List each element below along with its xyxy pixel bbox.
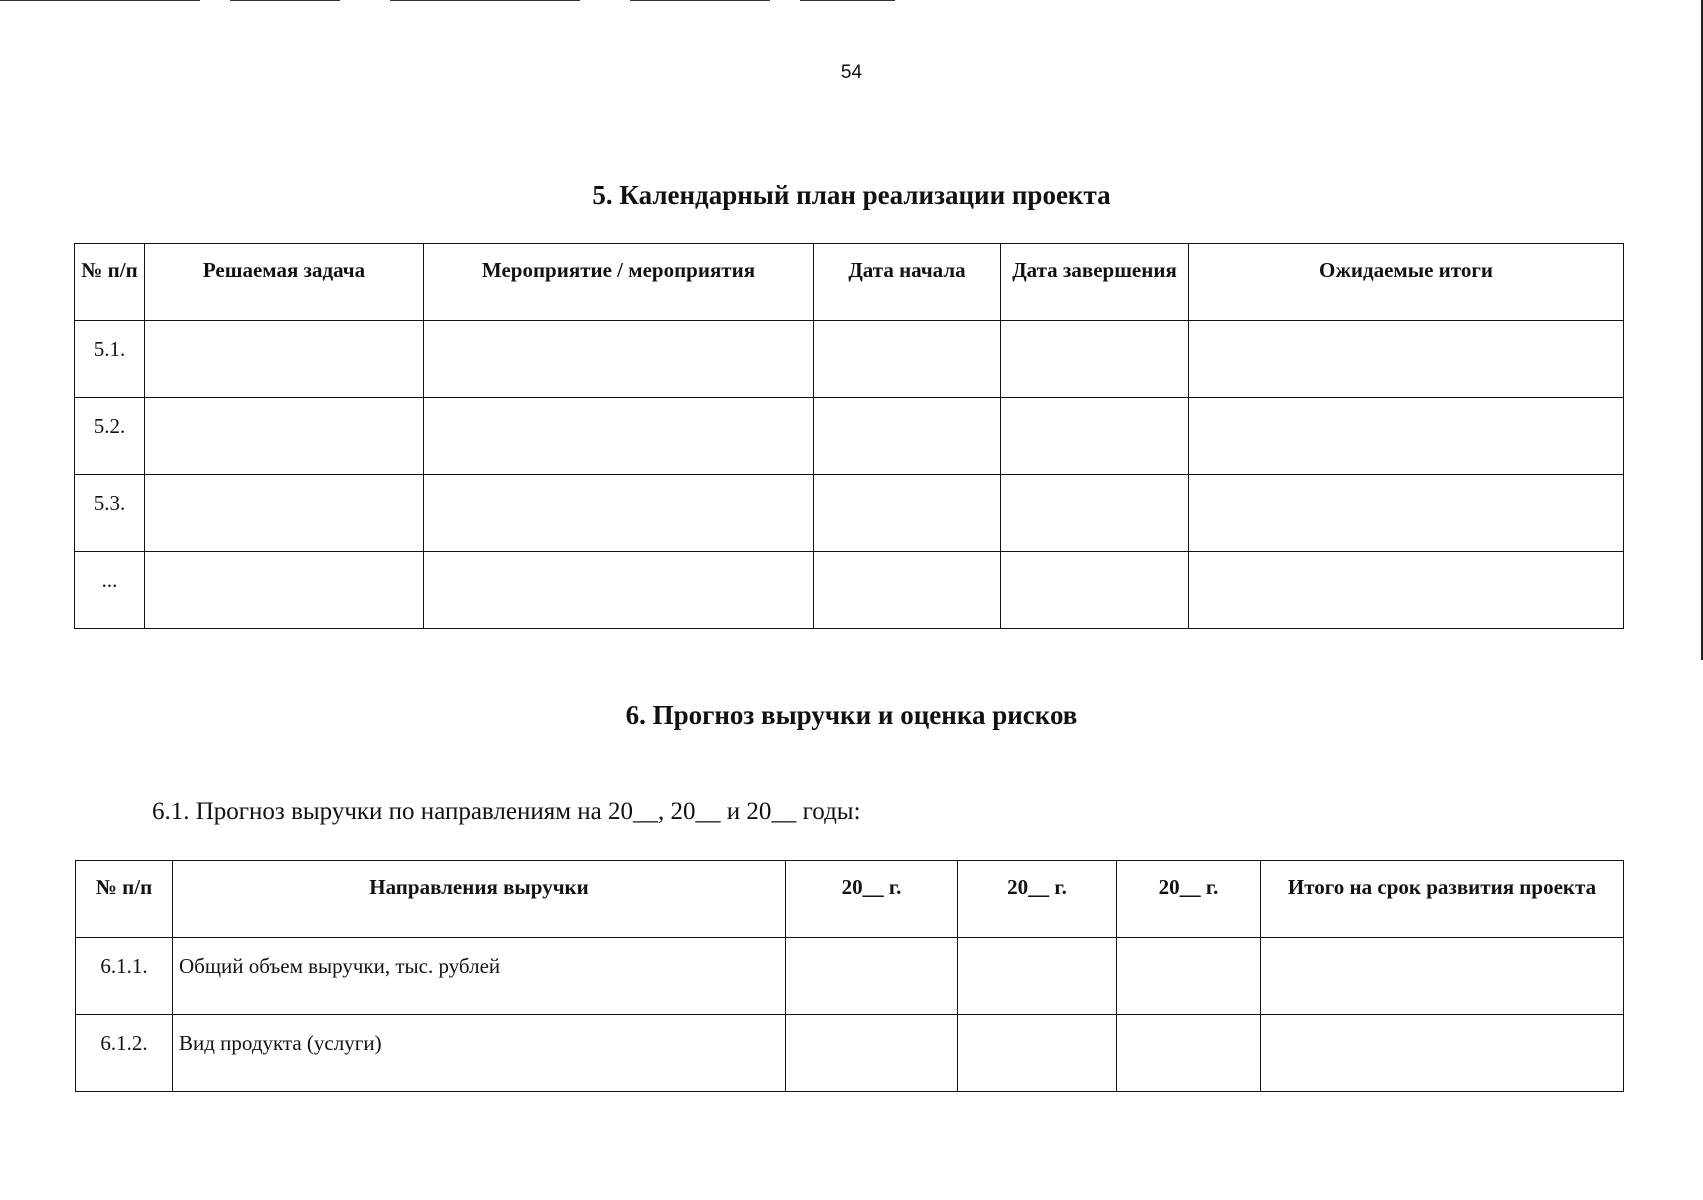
cell-year-1[interactable] (786, 938, 958, 1015)
row-number: 5.2. (75, 398, 145, 475)
cell-year-2[interactable] (958, 1015, 1117, 1092)
cell-expected-results[interactable] (1189, 552, 1624, 629)
row-number: 5.3. (75, 475, 145, 552)
cell-task[interactable] (145, 398, 424, 475)
revenue-forecast-table (75, 860, 1624, 1092)
header-revenue-direction: Направления выручки (173, 861, 786, 938)
header-end-date: Дата завершения (1001, 244, 1189, 321)
cell-expected-results[interactable] (1189, 398, 1624, 475)
cell-activity[interactable] (424, 475, 814, 552)
table-row (75, 552, 1624, 629)
cell-end-date[interactable] (1001, 475, 1189, 552)
scan-artifact (800, 0, 895, 1)
cell-end-date[interactable] (1001, 398, 1189, 475)
cell-end-date[interactable] (1001, 552, 1189, 629)
header-task: Решаемая задача (145, 244, 424, 321)
section-6-title: 6. Прогноз выручки и оценка рисков (625, 700, 1078, 730)
cell-task[interactable] (145, 321, 424, 398)
cell-activity[interactable] (424, 398, 814, 475)
header-year-1: 20__ г. (786, 861, 958, 938)
table-header-row (75, 244, 1624, 321)
scan-artifact (0, 0, 200, 1)
table-row (75, 321, 1624, 398)
table-row (75, 398, 1624, 475)
calendar-plan-table (74, 243, 1624, 629)
cell-activity[interactable] (424, 321, 814, 398)
table-header-row (76, 861, 1624, 938)
scan-artifact (390, 0, 580, 1)
table-row (76, 1015, 1624, 1092)
header-year-3: 20__ г. (1117, 861, 1261, 938)
cell-end-date[interactable] (1001, 321, 1189, 398)
scan-artifact (230, 0, 340, 1)
row-number: 6.1.1. (76, 938, 173, 1015)
cell-start-date[interactable] (814, 552, 1001, 629)
cell-expected-results[interactable] (1189, 321, 1624, 398)
cell-year-1[interactable] (786, 1015, 958, 1092)
header-number: № п/п (75, 244, 145, 321)
cell-start-date[interactable] (814, 321, 1001, 398)
cell-total[interactable] (1261, 938, 1624, 1015)
row-number: ... (75, 552, 145, 629)
row-label: Общий объем выручки, тыс. рублей (173, 938, 786, 1015)
cell-activity[interactable] (424, 552, 814, 629)
scan-artifact (630, 0, 770, 1)
header-year-2: 20__ г. (958, 861, 1117, 938)
row-label: Вид продукта (услуги) (173, 1015, 786, 1092)
header-total: Итого на срок развития проекта (1261, 861, 1624, 938)
cell-year-3[interactable] (1117, 1015, 1261, 1092)
table-row (75, 475, 1624, 552)
page-number: 54 (840, 62, 863, 83)
header-start-date: Дата начала (814, 244, 1001, 321)
subsection-6-1-title: 6.1. Прогноз выручки по направлениям на 20__, 20__ и 20__ годы: (152, 798, 861, 825)
cell-start-date[interactable] (814, 398, 1001, 475)
cell-year-2[interactable] (958, 938, 1117, 1015)
cell-total[interactable] (1261, 1015, 1624, 1092)
header-number: № п/п (76, 861, 173, 938)
header-activity: Мероприятие / мероприятия (424, 244, 814, 321)
cell-year-3[interactable] (1117, 938, 1261, 1015)
cell-task[interactable] (145, 475, 424, 552)
row-number: 6.1.2. (76, 1015, 173, 1092)
cell-start-date[interactable] (814, 475, 1001, 552)
section-5-title: 5. Календарный план реализации проекта (592, 180, 1111, 210)
cell-expected-results[interactable] (1189, 475, 1624, 552)
cell-task[interactable] (145, 552, 424, 629)
header-expected-results: Ожидаемые итоги (1189, 244, 1624, 321)
row-number: 5.1. (75, 321, 145, 398)
table-row (76, 938, 1624, 1015)
